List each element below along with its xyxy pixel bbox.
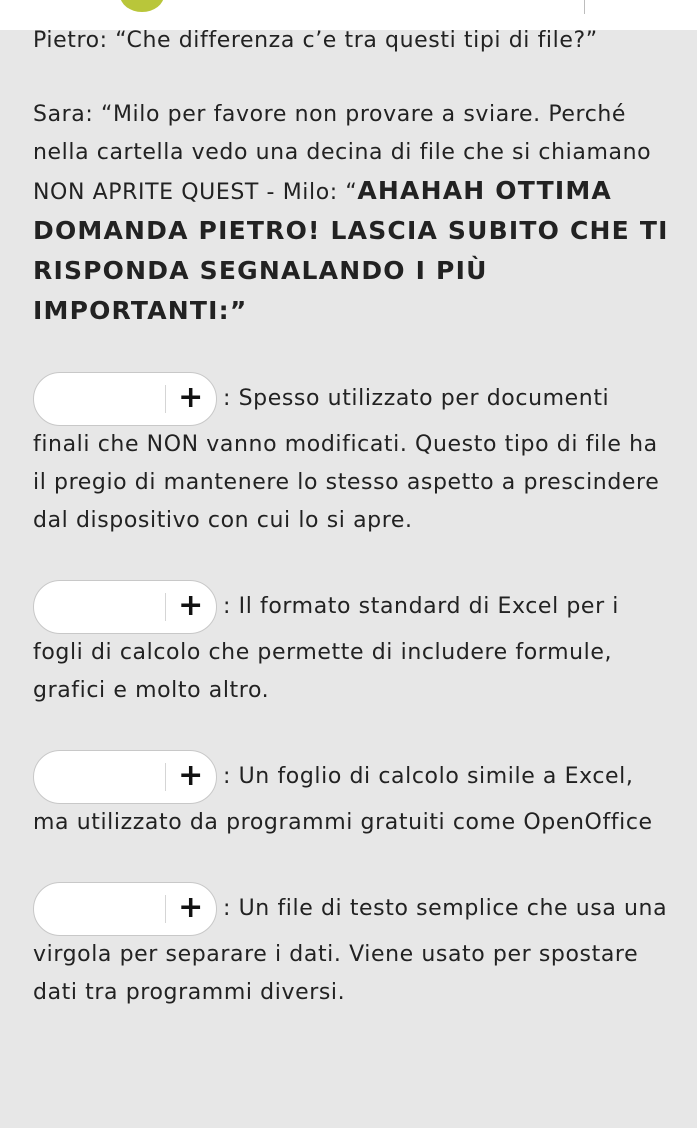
- pietro-line: Pietro: “Che differenza c’e tra questi tipi di file?”: [33, 28, 598, 53]
- divider: [584, 0, 585, 14]
- plus-icon[interactable]: +: [178, 758, 204, 793]
- file-type-item: [33, 580, 673, 710]
- plus-icon[interactable]: +: [178, 380, 204, 415]
- file-type-item: [33, 372, 673, 540]
- dropdown-divider: [165, 895, 166, 923]
- file-type-item: [33, 882, 673, 1012]
- main-content: [33, 22, 673, 1052]
- dropdown-divider: [165, 763, 166, 791]
- file-type-item: [33, 750, 673, 842]
- item-description: : Un file di testo semplice che usa una virgola per separare i dati. Viene usato per spostare dati tra programmi diversi.: [33, 896, 668, 1005]
- file-type-dropdown[interactable]: [33, 750, 217, 804]
- file-type-dropdown[interactable]: [33, 372, 217, 426]
- plus-icon[interactable]: +: [178, 588, 204, 623]
- plus-icon[interactable]: +: [178, 890, 204, 925]
- milo-bold-line: AHAHAH OTTIMA DOMANDA PIETRO! LASCIA SUBITO CHE TI RISPONDA SEGNALANDO I PIÙ IMPORTANTI:”: [33, 176, 669, 325]
- sara-milo-paragraph: [33, 96, 673, 332]
- file-type-dropdown[interactable]: [33, 882, 217, 936]
- sara-line: Sara: “Milo per favore non provare a sviare. Perché nella cartella vedo una decina di file che si chiamano NON APRITE QUEST - Milo: “: [33, 102, 652, 205]
- item-description: : Un foglio di calcolo simile a Excel, ma utilizzato da programmi gratuiti come OpenOffice: [33, 764, 653, 835]
- item-description: : Il formato standard di Excel per i fogli di calcolo che permette di includere formule, grafici e molto altro.: [33, 594, 620, 703]
- scroll-indicator-icon: [120, 0, 164, 12]
- file-type-dropdown[interactable]: [33, 580, 217, 634]
- item-description: : Spesso utilizzato per documenti finali che NON vanno modificati. Questo tipo di file ha il pregio di mantenere lo stesso aspetto a prescindere dal dispositivo con cui lo si apre.: [33, 386, 660, 533]
- dropdown-divider: [165, 385, 166, 413]
- dropdown-divider: [165, 593, 166, 621]
